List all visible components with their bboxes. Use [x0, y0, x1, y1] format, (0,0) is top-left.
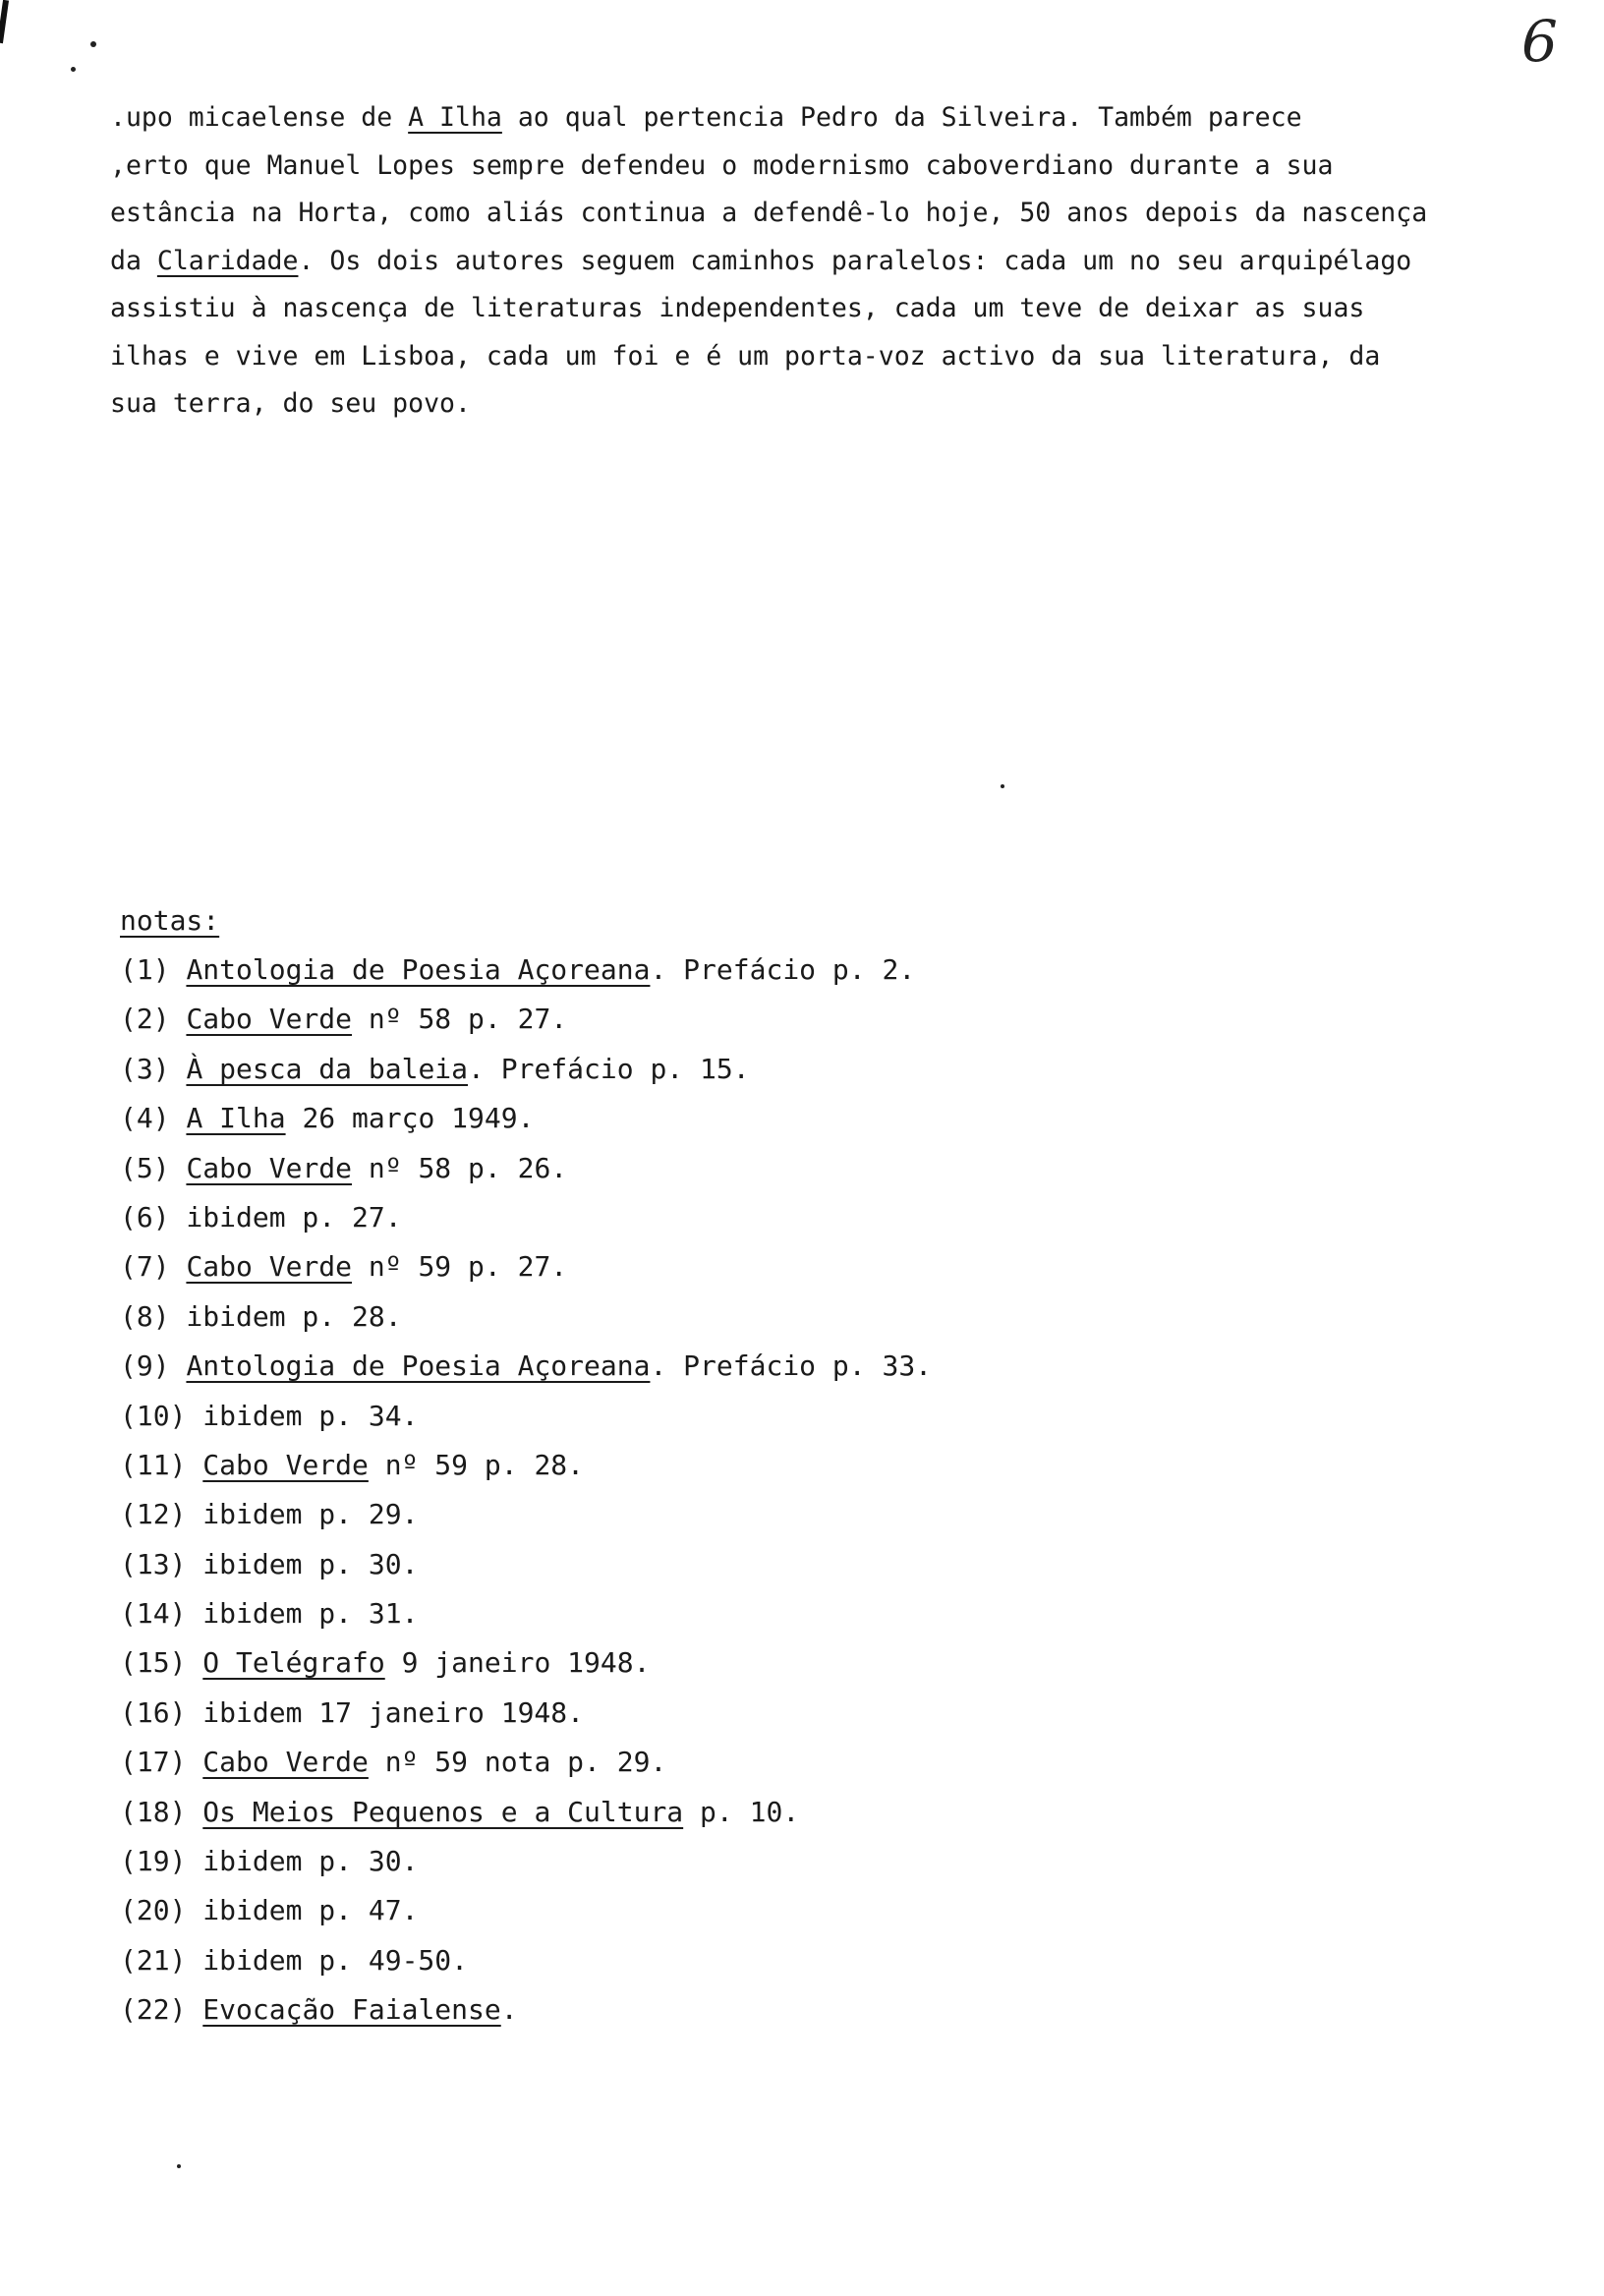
underlined-title: Antologia de Poesia Açoreana [186, 953, 651, 986]
body-line [110, 190, 1555, 238]
text-segment: . Prefácio p. 2. [650, 953, 916, 986]
text-segment: (2) [120, 1003, 187, 1036]
text-segment: p. 10. [683, 1795, 800, 1828]
body-line [110, 238, 1555, 286]
underlined-title: Antologia de Poesia Açoreana [186, 1349, 651, 1383]
text-segment: . Prefácio p. 15. [468, 1052, 750, 1085]
notes-section [120, 896, 932, 2036]
text-segment: (10) ibidem p. 34. [120, 1399, 419, 1432]
note-item [120, 1638, 932, 1688]
text-segment: assistiu à nascença de literaturas independentes, cada um teve de deixar as suas [110, 293, 1365, 323]
note-item [120, 1292, 932, 1342]
text-segment: (14) ibidem p. 31. [120, 1597, 419, 1631]
text-segment: (8) ibidem p. 28. [120, 1299, 402, 1333]
notes-heading: notas: [120, 904, 220, 937]
text-segment: sua terra, do seu povo. [110, 388, 471, 419]
text-segment: . [500, 1993, 518, 2027]
text-segment: (13) ibidem p. 30. [120, 1547, 419, 1580]
text-segment: ilhas e vive em Lisboa, cada um foi e é um porta-voz activo da sua literatura, da [110, 340, 1381, 372]
text-segment: (21) ibidem p. 49-50. [120, 1943, 469, 1977]
text-segment: estância na Horta, como aliás continua a defendê-lo hoje, 50 anos depois da nascença [110, 198, 1428, 228]
stray-dot [71, 67, 76, 72]
note-item [120, 1689, 932, 1738]
text-segment: (15) [120, 1646, 203, 1680]
note-item [120, 1045, 932, 1094]
text-segment: (17) [120, 1746, 203, 1779]
note-item [120, 1392, 932, 1441]
notes-list [120, 946, 932, 2036]
note-item [120, 1094, 932, 1143]
text-segment: ao qual pertencia Pedro da Silveira. Também parece [501, 102, 1302, 133]
underlined-title: Claridade [156, 245, 299, 276]
note-item [120, 1738, 932, 1787]
text-segment: (11) [120, 1448, 203, 1481]
note-item [120, 1490, 932, 1539]
text-segment: . Os dois autores seguem caminhos paralelos: cada um no seu arquipélago [298, 245, 1412, 276]
text-segment: nº 59 nota p. 29. [368, 1746, 667, 1779]
text-segment: (20) ibidem p. 47. [120, 1894, 419, 1927]
body-line [110, 333, 1555, 381]
body-paragraph [110, 94, 1555, 429]
text-segment: (19) ibidem p. 30. [120, 1845, 419, 1878]
text-segment: (18) [120, 1795, 203, 1828]
note-item [120, 1936, 932, 1985]
underlined-title: Cabo Verde [186, 1003, 353, 1036]
text-segment: 9 janeiro 1948. [384, 1646, 651, 1680]
text-segment: nº 59 p. 27. [352, 1250, 568, 1284]
underlined-title: Cabo Verde [202, 1448, 369, 1481]
text-segment: .upo micaelense de [110, 102, 409, 133]
note-item [120, 1144, 932, 1193]
text-segment: (1) [120, 953, 187, 986]
body-line [110, 143, 1555, 191]
note-item [120, 1886, 932, 1935]
text-segment: ,erto que Manuel Lopes sempre defendeu o modernismo caboverdiano durante a sua [110, 149, 1334, 181]
text-segment: (9) [120, 1349, 187, 1383]
stray-dot [177, 2164, 181, 2168]
underlined-title: O Telégrafo [202, 1646, 385, 1680]
underlined-title: Evocação Faialense [202, 1993, 501, 2027]
text-segment: (3) [120, 1052, 187, 1085]
text-segment: (16) ibidem 17 janeiro 1948. [120, 1695, 585, 1729]
stray-dot [1001, 784, 1004, 788]
text-segment: (6) ibidem p. 27. [120, 1200, 402, 1234]
underlined-title: Cabo Verde [186, 1151, 353, 1184]
text-segment: nº 58 p. 26. [352, 1151, 568, 1184]
underlined-title: A Ilha [408, 102, 502, 133]
note-item [120, 1242, 932, 1292]
note-item [120, 1985, 932, 2035]
text-segment: (7) [120, 1250, 187, 1284]
text-segment: (5) [120, 1151, 187, 1184]
text-segment: da [110, 245, 157, 276]
note-item [120, 1193, 932, 1242]
note-item [120, 995, 932, 1044]
text-segment: (22) [120, 1993, 203, 2027]
text-segment: . Prefácio p. 33. [650, 1349, 933, 1383]
body-line [110, 94, 1555, 143]
note-item [120, 1788, 932, 1837]
text-segment: nº 58 p. 27. [352, 1003, 568, 1036]
text-segment: (4) [120, 1102, 187, 1135]
note-item [120, 1342, 932, 1391]
note-item [120, 1540, 932, 1589]
underlined-title: Os Meios Pequenos e a Cultura [202, 1795, 684, 1828]
underlined-title: Cabo Verde [202, 1746, 369, 1779]
text-segment: (12) ibidem p. 29. [120, 1498, 419, 1531]
underlined-title: Cabo Verde [186, 1250, 353, 1284]
body-line [110, 380, 1555, 429]
note-item [120, 946, 932, 995]
underlined-title: À pesca da baleia [186, 1052, 469, 1085]
page-number: 6 [1521, 8, 1558, 75]
margin-mark [0, 0, 9, 43]
text-segment: 26 março 1949. [285, 1102, 535, 1135]
note-item [120, 1589, 932, 1638]
stray-dot [90, 41, 96, 47]
note-item [120, 1837, 932, 1886]
text-segment: nº 59 p. 28. [368, 1448, 585, 1481]
note-item [120, 1441, 932, 1490]
underlined-title: A Ilha [186, 1102, 286, 1135]
body-line [110, 285, 1555, 333]
